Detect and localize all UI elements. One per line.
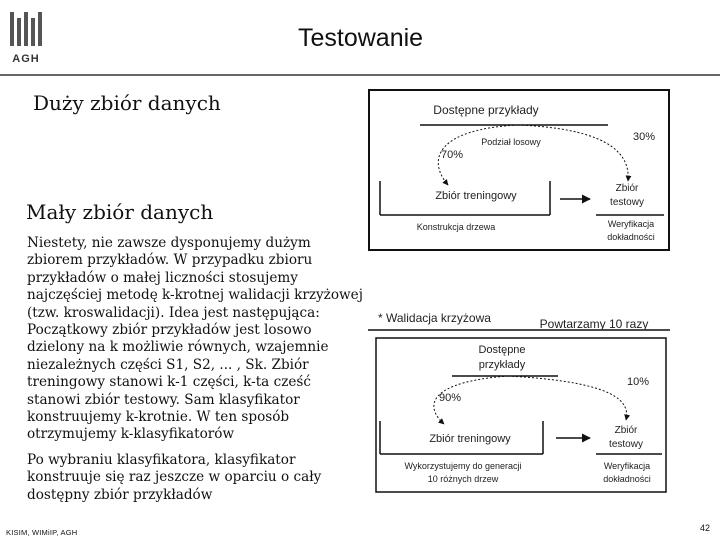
paragraph-line: konstruuje się raz jeszcze w oparciu o cały: [27, 469, 322, 486]
accuracy-check-label-line2: dokładności: [607, 232, 655, 242]
title-divider: [0, 74, 720, 76]
page-title: Testowanie: [298, 24, 424, 52]
heading-large-dataset: Duży zbiór danych: [33, 91, 221, 115]
train-test-split-diagram: [368, 89, 670, 251]
test-set-label-line1: Zbiór: [615, 183, 639, 194]
accuracy-check-label-line1: Weryfikacja: [607, 219, 655, 229]
paragraph-line: dostępny zbiór przykładów: [27, 486, 213, 503]
paragraph-line: zbiorem przykładów. W przypadku zbioru: [27, 252, 313, 269]
cross-validation-title: * Walidacja krzyżowa: [378, 311, 491, 325]
paragraph-line: (tzw. kroswalidacji). Idea jest następująca:: [27, 304, 320, 321]
test-percent-label: 30%: [632, 131, 656, 143]
available-examples-label: Dostępne przykłady: [433, 103, 539, 117]
random-split-label: Podział losowy: [481, 137, 541, 147]
cv-train-percent-label: 90%: [438, 392, 462, 404]
agh-logo: [8, 8, 48, 66]
paragraph-line: Niestety, nie zawsze dysponujemy dużym: [27, 235, 311, 251]
final-classifier-paragraph: [27, 452, 373, 504]
cross-validation-paragraph: [27, 235, 373, 444]
logo-text: AGH: [12, 53, 40, 65]
paragraph-line: dzielony na k możliwie równych, wzajemnie: [27, 339, 329, 356]
cv-available-label-line2: przykłady: [478, 359, 526, 371]
cv-accuracy-check-label-line1: Weryfikacja: [603, 461, 651, 471]
cv-test-set-label-line2: testowy: [609, 439, 643, 450]
test-set-label-line2: testowy: [610, 197, 644, 208]
cv-accuracy-check-label-line2: dokładności: [603, 474, 651, 484]
paragraph-line: konstruujemy k-krotnie. W ten sposób: [27, 409, 290, 426]
paragraph-line: przykładów o małej liczności stosujemy: [27, 269, 298, 286]
cross-validation-diagram: [368, 306, 670, 494]
cv-test-set-label-line1: Zbiór: [614, 425, 638, 436]
paragraph-line: Początkowy zbiór przykładów jest losowo: [27, 322, 312, 339]
train-percent-label: 70%: [440, 149, 464, 161]
tree-construction-label: Konstrukcja drzewa: [416, 222, 496, 232]
paragraph-line: Po wybraniu klasyfikatora, klasyfikator: [27, 452, 296, 468]
paragraph-line: otrzymujemy k-klasyfikatorów: [27, 426, 235, 443]
paragraph-line: stanowi zbiór testowy. Sam klasyfikator: [27, 391, 300, 408]
repeat-10-label: Powtarzamy 10 razy: [539, 317, 649, 331]
train-set-label: Zbiór treningowy: [435, 190, 517, 202]
cv-generate-label-line1: Wykorzystujemy do generacji: [404, 461, 522, 471]
cv-generate-label-line2: 10 różnych drzew: [427, 474, 499, 484]
cv-train-set-label: Zbiór treningowy: [429, 433, 511, 445]
cv-available-label-line1: Dostępne: [478, 344, 526, 356]
footer-institution: KISIM, WIMiIP, AGH: [6, 528, 78, 537]
paragraph-line: najczęściej metodę k-krotnej walidacji krzyżowej: [27, 287, 363, 304]
cv-test-percent-label: 10%: [626, 376, 650, 388]
paragraph-line: treningowy stanowi k-1 części, k-ta cześć: [27, 374, 312, 391]
heading-small-dataset: Mały zbiór danych: [26, 200, 214, 224]
paragraph-line: niezależnych części S1, S2, ... , Sk. Zbiór: [27, 356, 309, 373]
page-number: 42: [700, 523, 711, 533]
